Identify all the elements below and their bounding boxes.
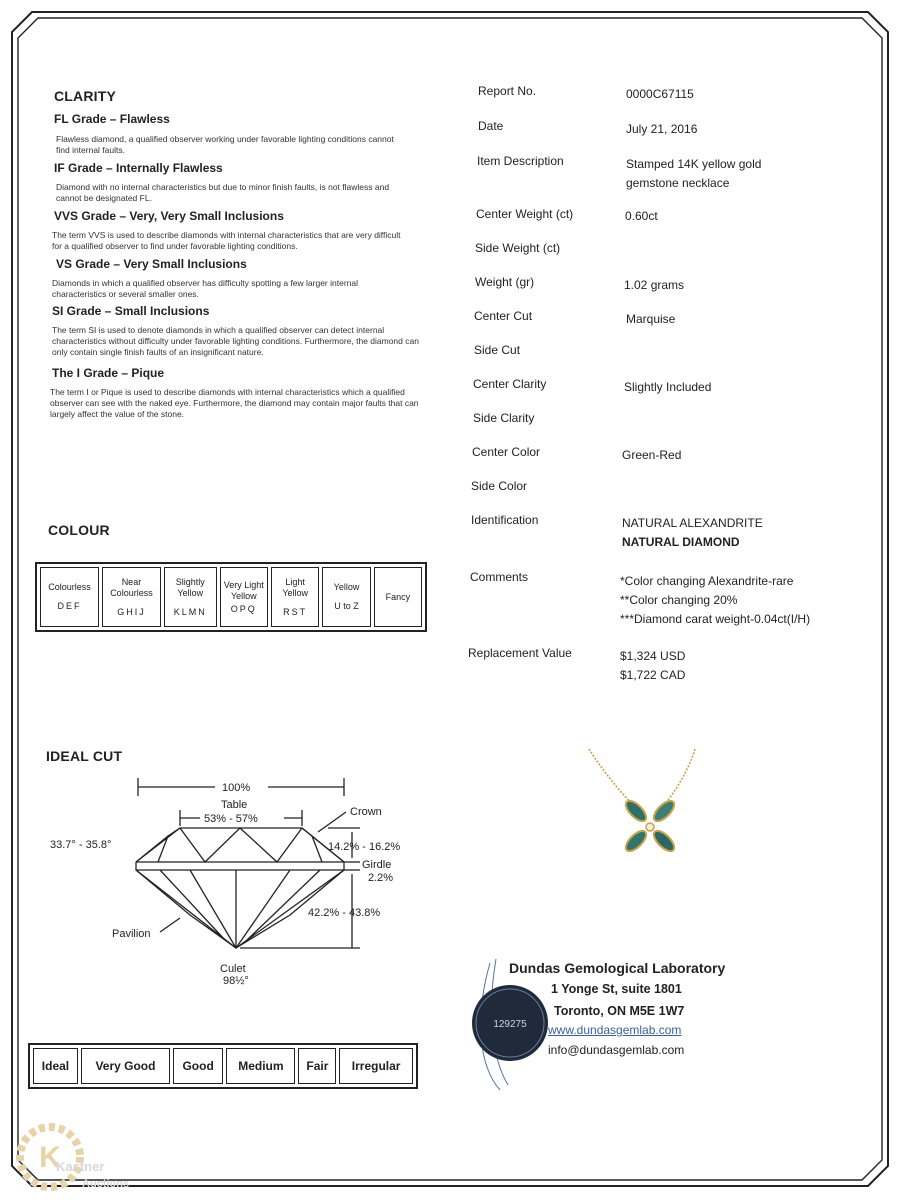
center-color-label: Center Color xyxy=(472,445,541,459)
side-cut-label: Side Cut xyxy=(474,343,521,357)
table-label: Table xyxy=(221,799,248,811)
lab-seal xyxy=(460,955,560,1095)
comments-value-3: ***Diamond carat weight-0.04ct(I/H) xyxy=(620,612,811,626)
grade-if-desc: Diamond with no internal characteristics but due to minor finish faults, is not flawless and cannot be designated FL. xyxy=(56,182,390,203)
comments-value: *Color changing Alexandrite-rare xyxy=(620,574,794,588)
ideal-cut-heading: IDEAL CUT xyxy=(46,748,123,764)
identification-label: Identification xyxy=(471,513,539,527)
grade-vs-desc: Diamonds in which a qualified observer has difficulty spotting a few larger internal characteristics or several smaller ones. xyxy=(52,278,359,299)
pavilion-label: Pavilion xyxy=(112,928,151,940)
watermark-line-2: Auctions xyxy=(82,1178,130,1190)
grade-si-title: SI Grade – Small Inclusions xyxy=(52,304,210,318)
replacement-value-cad: $1,722 CAD xyxy=(620,668,686,682)
center-clarity-value: Slightly Included xyxy=(624,380,712,394)
grade-if-title: IF Grade – Internally Flawless xyxy=(54,161,223,175)
grade-vvs-title: VVS Grade – Very, Very Small Inclusions xyxy=(54,209,284,223)
colour-cell-fancy: Fancy xyxy=(374,567,422,627)
culet-label: Culet xyxy=(220,963,246,975)
table-range: 53% - 57% xyxy=(204,813,258,825)
girdle-label: Girdle xyxy=(362,859,392,871)
identification-value: NATURAL ALEXANDRITE xyxy=(622,516,763,530)
side-weight-label: Side Weight (ct) xyxy=(475,241,561,255)
lab-website-link[interactable]: www.dundasgemlab.com xyxy=(548,1023,682,1037)
cut-irregular: Irregular xyxy=(339,1048,413,1084)
colour-cell-light-yellow: Light Yellow RST xyxy=(271,567,319,627)
colour-cell-very-light-yellow: Very Light Yellow OPQ xyxy=(220,567,268,627)
width-label: 100% xyxy=(222,782,251,794)
grade-vvs-desc: The term VVS is used to describe diamonds with internal characteristics that are very difficult for a qualified observer to find under favorable lighting conditions. xyxy=(52,230,401,251)
colour-scale xyxy=(35,562,427,632)
center-weight-label: Center Weight (ct) xyxy=(476,207,574,221)
grade-vs-title: VS Grade – Very Small Inclusions xyxy=(56,257,247,271)
watermark-line-1: Kastner xyxy=(56,1159,105,1174)
comments-label: Comments xyxy=(470,570,529,584)
cut-medium: Medium xyxy=(226,1048,295,1084)
replacement-value-usd: $1,324 USD xyxy=(620,649,686,663)
grade-i-desc: The term I or Pique is used to describe diamonds with internal characteristics which a qualified observer can see with the naked eye. Furthermore, the diamond may contain major faults that can largely affect the value of the stone. xyxy=(50,387,419,419)
seal-number: 129275 xyxy=(493,1019,527,1030)
ideal-cut-diagram xyxy=(40,770,430,995)
colour-heading: COLOUR xyxy=(48,522,110,538)
date-value: July 21, 2016 xyxy=(626,122,698,136)
lab-address-1: 1 Yonge St, suite 1801 xyxy=(551,982,682,996)
colour-cell-colourless: Colourless DEF xyxy=(40,567,99,627)
necklace-photo xyxy=(575,745,705,870)
identification-value-2: NATURAL DIAMOND xyxy=(622,535,740,549)
crown-angle: 33.7° - 35.8° xyxy=(50,839,112,851)
cut-good: Good xyxy=(173,1048,223,1084)
girdle-pct: 2.2% xyxy=(368,872,394,884)
report-no-value: 0000C67115 xyxy=(626,87,694,101)
pavilion-depth: 42.2% - 43.8% xyxy=(308,907,381,919)
replacement-value-label: Replacement Value xyxy=(468,646,572,660)
clarity-heading: CLARITY xyxy=(54,88,117,104)
item-description-label: Item Description xyxy=(477,154,564,168)
lab-address-2: Toronto, ON M5E 1W7 xyxy=(554,1004,685,1018)
grade-i-title: The I Grade – Pique xyxy=(52,366,165,380)
lab-name: Dundas Gemological Laboratory xyxy=(509,960,726,976)
crown-height: 14.2% - 16.2% xyxy=(328,841,401,853)
colour-cell-near-colourless: Near Colourless GHIJ xyxy=(102,567,161,627)
item-description-value: Stamped 14K yellow gold xyxy=(626,157,762,171)
auction-watermark xyxy=(12,1115,152,1195)
cut-ideal: Ideal xyxy=(33,1048,78,1084)
center-color-value: Green-Red xyxy=(622,448,682,462)
item-description-value-2: gemstone necklace xyxy=(626,176,730,190)
colour-cell-slightly-yellow: Slightly Yellow KLMN xyxy=(164,567,217,627)
cut-fair: Fair xyxy=(298,1048,336,1084)
side-clarity-label: Side Clarity xyxy=(473,411,535,425)
center-cut-value: Marquise xyxy=(626,312,676,326)
culet-value: 98½° xyxy=(223,975,249,987)
date-label: Date xyxy=(478,119,504,133)
crown-label: Crown xyxy=(350,806,382,818)
cut-grade-scale xyxy=(28,1043,418,1089)
center-cut-label: Center Cut xyxy=(474,309,533,323)
weight-gr-value: 1.02 grams xyxy=(624,278,685,292)
colour-cell-yellow: Yellow U to Z xyxy=(322,567,370,627)
grade-si-desc: The term SI is used to denote diamonds in which a qualified observer can detect internal characteristics without difficulty under favorable lighting conditions. Furthermore, the diamond can only contain single finish faults of an insignificant nature. xyxy=(52,325,419,357)
cut-very-good: Very Good xyxy=(81,1048,170,1084)
weight-gr-label: Weight (gr) xyxy=(475,275,535,289)
grade-fl-title: FL Grade – Flawless xyxy=(54,112,170,126)
grade-fl-desc: Flawless diamond, a qualified observer working under favorable lighting conditions cannot find internal faults. xyxy=(56,134,394,155)
side-color-label: Side Color xyxy=(471,479,528,493)
lab-email: info@dundasgemlab.com xyxy=(548,1043,685,1057)
svg-text:K: K xyxy=(39,1141,61,1174)
comments-value-2: **Color changing 20% xyxy=(620,593,738,607)
center-clarity-label: Center Clarity xyxy=(473,377,547,391)
center-weight-value: 0.60ct xyxy=(625,209,658,223)
report-no-label: Report No. xyxy=(478,84,537,98)
